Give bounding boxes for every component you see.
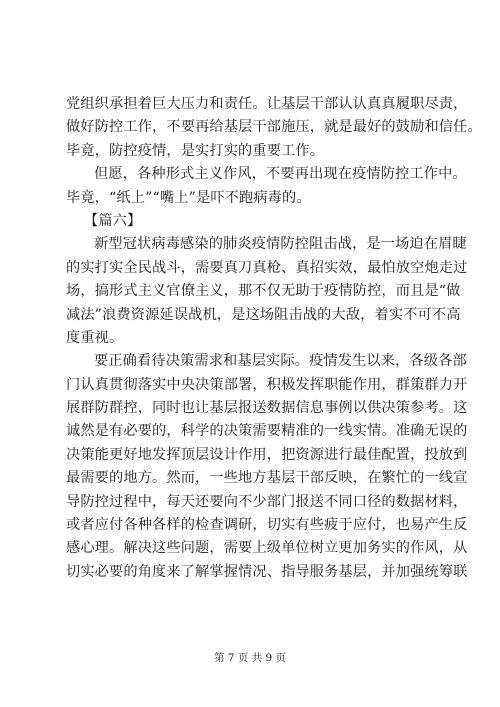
text-line: 感心理。解决这些问题，需要上级单位树立更加务实的作风，从 — [66, 540, 468, 557]
text-line: 毕竟，“纸上”“嘴上”是吓不跑病毒的。 — [66, 189, 311, 206]
paragraph-first-line: 但愿，各种形式主义作风，不要再出现在疫情防控工作中。 — [94, 166, 467, 183]
text-line: 切实必要的角度来了解掌握情况、指导服务基层，并加强统筹联 — [66, 563, 468, 580]
text-line: 度重视。 — [66, 329, 124, 346]
text-line: 最需要的地方。然而，一些地方基层干部反映，在繁忙的一线宣 — [66, 470, 468, 487]
text-line: 党组织承担着巨大压力和责任。让基层干部认认真真履职尽责， — [66, 96, 468, 112]
section-heading: 【篇六】 — [84, 212, 142, 229]
text-line: 门认真贯彻落实中央决策部署，积极发挥职能作用，群策群力开 — [66, 376, 468, 393]
document-body — [66, 93, 482, 584]
paragraph-first-line: 新型冠状病毒感染的肺炎疫情防控阻击战，是一场迫在眉睫 — [94, 236, 467, 253]
text-line: 做好防控工作，不要再给基层干部施压，就是最好的鼓励和信任。 — [66, 119, 482, 136]
paragraph-first-line: 要正确看待决策需求和基层实际。疫情发生以来，各级各部 — [94, 353, 467, 370]
text-line: 决策能更好地发挥顶层设计作用，把资源进行最佳配置，投放到 — [66, 446, 468, 463]
text-line: 毕竟，防控疫情，是实打实的重要工作。 — [66, 142, 325, 159]
text-line: 场，搞形式主义官僚主义，那不仅无助于疫情防控，而且是“做 — [66, 283, 461, 300]
text-line: 的实打实全民战斗，需要真刀真枪、真招实效，最怕放空炮走过 — [66, 259, 468, 276]
text-line: 展群防群控，同时也让基层报送数据信息事例以供决策参考。这 — [66, 400, 468, 417]
page-number-footer: 第 7 页 共 9 页 — [213, 652, 287, 664]
text-line: 诚然是有必要的，科学的决策需要精准的一线实情。准确无误的 — [66, 423, 468, 440]
text-line: 或者应付各种各样的检查调研，切实有些疲于应付，也易产生反 — [66, 517, 468, 534]
text-line: 减法”浪费资源延误战机，是这场阻击战的大敌，着实不可不高 — [66, 306, 461, 323]
text-line: 导防控过程中，每天还要向不少部门报送不同口径的数据材料， — [66, 493, 468, 510]
